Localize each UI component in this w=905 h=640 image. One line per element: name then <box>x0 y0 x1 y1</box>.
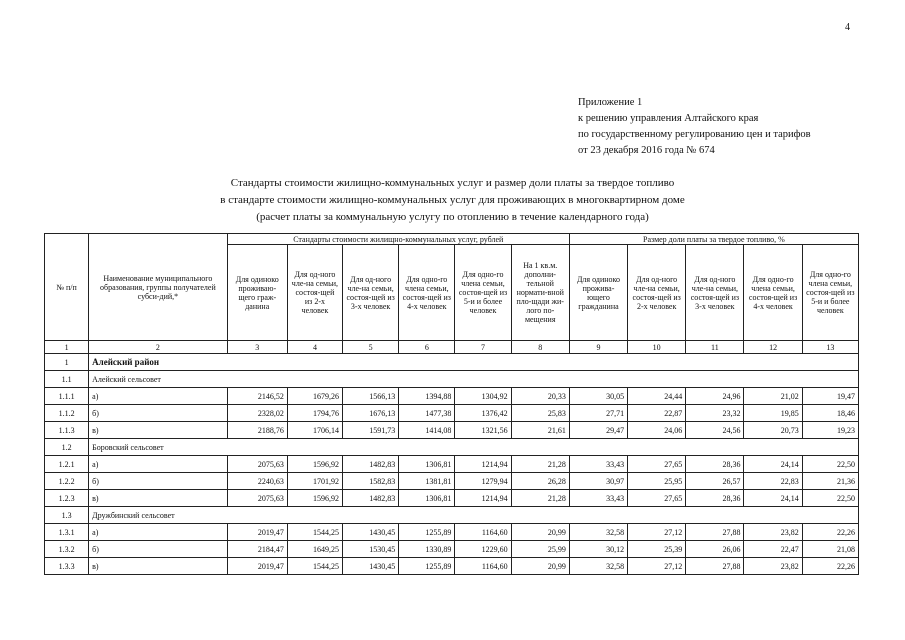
subsection-title-cell: Боровский сельсовет <box>89 439 859 456</box>
column-number-row <box>45 341 859 354</box>
value-cell: 1306,81 <box>399 456 455 473</box>
header-share-col: Для одиноко прожива-ющего гражданина <box>569 245 627 341</box>
row-group-cell: а) <box>89 388 227 405</box>
subsection-row <box>45 371 859 388</box>
value-cell: 20,99 <box>511 558 569 575</box>
subsection-title-cell: Алейский сельсовет <box>89 371 859 388</box>
value-cell: 19,47 <box>802 388 858 405</box>
value-cell: 22,26 <box>802 524 858 541</box>
value-cell: 23,82 <box>744 558 802 575</box>
value-cell: 2328,02 <box>227 405 287 422</box>
value-cell: 22,83 <box>744 473 802 490</box>
title-line: в стандарте стоимости жилищно-коммунальных услуг для проживающих в многоквартирном доме <box>220 194 685 206</box>
value-cell: 21,28 <box>511 490 569 507</box>
value-cell: 2019,47 <box>227 558 287 575</box>
value-cell: 1381,81 <box>399 473 455 490</box>
value-cell: 2188,76 <box>227 422 287 439</box>
value-cell: 1214,94 <box>455 490 511 507</box>
value-cell: 23,82 <box>744 524 802 541</box>
column-number-cell: 11 <box>686 341 744 354</box>
value-cell: 21,28 <box>511 456 569 473</box>
table-row <box>45 473 859 490</box>
value-cell: 27,88 <box>686 524 744 541</box>
value-cell: 27,12 <box>628 558 686 575</box>
value-cell: 1376,42 <box>455 405 511 422</box>
column-number-cell: 5 <box>343 341 399 354</box>
value-cell: 26,06 <box>686 541 744 558</box>
value-cell: 1566,13 <box>343 388 399 405</box>
value-cell: 26,57 <box>686 473 744 490</box>
value-cell: 1649,25 <box>287 541 342 558</box>
row-number-cell: 1.2.3 <box>45 490 89 507</box>
value-cell: 1164,60 <box>455 558 511 575</box>
row-number-cell: 1.3.3 <box>45 558 89 575</box>
header-share-col: Для одно-го члена семьи, состоя-щей из 5-и и более человек <box>802 245 858 341</box>
value-cell: 1679,26 <box>287 388 342 405</box>
value-cell: 1321,56 <box>455 422 511 439</box>
value-cell: 1394,88 <box>399 388 455 405</box>
value-cell: 22,50 <box>802 490 858 507</box>
table-row <box>45 388 859 405</box>
table-row <box>45 456 859 473</box>
value-cell: 22,50 <box>802 456 858 473</box>
column-number-cell: 7 <box>455 341 511 354</box>
value-cell: 20,99 <box>511 524 569 541</box>
value-cell: 1430,45 <box>343 524 399 541</box>
value-cell: 1214,94 <box>455 456 511 473</box>
value-cell: 24,56 <box>686 422 744 439</box>
value-cell: 2146,52 <box>227 388 287 405</box>
table-row <box>45 558 859 575</box>
value-cell: 28,36 <box>686 490 744 507</box>
appendix-line: Приложение 1 <box>578 97 643 108</box>
row-number-cell: 1 <box>45 354 89 371</box>
row-group-cell: б) <box>89 405 227 422</box>
value-cell: 22,47 <box>744 541 802 558</box>
row-group-cell: б) <box>89 473 227 490</box>
value-cell: 24,14 <box>744 456 802 473</box>
table-body <box>45 354 859 575</box>
value-cell: 21,36 <box>802 473 858 490</box>
value-cell: 2075,63 <box>227 490 287 507</box>
value-cell: 1430,45 <box>343 558 399 575</box>
value-cell: 1279,94 <box>455 473 511 490</box>
header-share-col: Для од-ного чле-на семьи, состоя-щей из 2-х человек <box>628 245 686 341</box>
value-cell: 1596,92 <box>287 490 342 507</box>
section-row <box>45 354 859 371</box>
row-number-cell: 1.3.1 <box>45 524 89 541</box>
value-cell: 32,58 <box>569 524 627 541</box>
header-share-col: Для од-ного чле-на семьи, состоя-щей из 3-х человек <box>686 245 744 341</box>
tariff-table <box>44 233 859 575</box>
value-cell: 1676,13 <box>343 405 399 422</box>
row-group-cell: а) <box>89 456 227 473</box>
document-title <box>0 175 905 226</box>
table-row <box>45 524 859 541</box>
value-cell: 1544,25 <box>287 524 342 541</box>
header-group-cost: Стандарты стоимости жилищно-коммунальных услуг, рублей <box>227 234 569 245</box>
header-name: Наименование муниципального образования, группы получателей субси-дий,* <box>89 234 227 341</box>
value-cell: 19,23 <box>802 422 858 439</box>
value-cell: 25,83 <box>511 405 569 422</box>
header-number: № п/п <box>45 234 89 341</box>
value-cell: 20,73 <box>744 422 802 439</box>
value-cell: 1544,25 <box>287 558 342 575</box>
value-cell: 1591,73 <box>343 422 399 439</box>
subsection-row <box>45 507 859 524</box>
value-cell: 1701,92 <box>287 473 342 490</box>
value-cell: 21,02 <box>744 388 802 405</box>
page-number: 4 <box>845 22 850 33</box>
row-group-cell: в) <box>89 558 227 575</box>
value-cell: 1582,83 <box>343 473 399 490</box>
value-cell: 30,05 <box>569 388 627 405</box>
column-number-cell: 9 <box>569 341 627 354</box>
header-cost-col: Для одно-го члена семьи, состоя-щей из 4-х человек <box>399 245 455 341</box>
table-row <box>45 422 859 439</box>
value-cell: 1530,45 <box>343 541 399 558</box>
header-group-fuel-share: Размер доли платы за твердое топливо, % <box>569 234 858 245</box>
appendix-block <box>578 95 811 159</box>
value-cell: 33,43 <box>569 456 627 473</box>
value-cell: 1255,89 <box>399 558 455 575</box>
value-cell: 24,44 <box>628 388 686 405</box>
column-number-cell: 13 <box>802 341 858 354</box>
title-line: Стандарты стоимости жилищно-коммунальных услуг и размер доли платы за твердое топливо <box>230 177 675 189</box>
value-cell: 1706,14 <box>287 422 342 439</box>
row-number-cell: 1.1.2 <box>45 405 89 422</box>
value-cell: 1477,38 <box>399 405 455 422</box>
row-number-cell: 1.2.1 <box>45 456 89 473</box>
appendix-line: к решению управления Алтайского края <box>578 113 759 124</box>
value-cell: 1306,81 <box>399 490 455 507</box>
row-group-cell: б) <box>89 541 227 558</box>
row-number-cell: 1.3.2 <box>45 541 89 558</box>
header-cost-col: Для од-ного чле-на семьи, состоя-щей из 2-х человек <box>287 245 342 341</box>
value-cell: 1482,83 <box>343 456 399 473</box>
value-cell: 27,12 <box>628 524 686 541</box>
appendix-line: по государственному регулированию цен и тарифов <box>578 129 811 140</box>
value-cell: 2019,47 <box>227 524 287 541</box>
header-cost-col: Для одиноко проживаю-щего граж-данина <box>227 245 287 341</box>
value-cell: 1330,89 <box>399 541 455 558</box>
value-cell: 1255,89 <box>399 524 455 541</box>
value-cell: 2184,47 <box>227 541 287 558</box>
value-cell: 27,65 <box>628 456 686 473</box>
value-cell: 27,65 <box>628 490 686 507</box>
row-number-cell: 1.1.1 <box>45 388 89 405</box>
header-cost-col: Для од-ного чле-на семьи, состоя-щей из 3-х человек <box>343 245 399 341</box>
row-number-cell: 1.1.3 <box>45 422 89 439</box>
section-title-cell: Алейский район <box>89 354 859 371</box>
header-share-col: Для одно-го члена семьи, состоя-щей из 4-х человек <box>744 245 802 341</box>
value-cell: 1229,60 <box>455 541 511 558</box>
value-cell: 2075,63 <box>227 456 287 473</box>
value-cell: 30,12 <box>569 541 627 558</box>
row-number-cell: 1.3 <box>45 507 89 524</box>
value-cell: 27,71 <box>569 405 627 422</box>
value-cell: 24,06 <box>628 422 686 439</box>
value-cell: 25,39 <box>628 541 686 558</box>
header-cost-col: Для одно-го члена семьи, состоя-щей из 5-и и более человек <box>455 245 511 341</box>
column-number-cell: 12 <box>744 341 802 354</box>
value-cell: 2240,63 <box>227 473 287 490</box>
value-cell: 32,58 <box>569 558 627 575</box>
subsection-title-cell: Дружбинский сельсовет <box>89 507 859 524</box>
column-number-cell: 1 <box>45 341 89 354</box>
value-cell: 19,85 <box>744 405 802 422</box>
value-cell: 1304,92 <box>455 388 511 405</box>
column-number-cell: 4 <box>287 341 342 354</box>
value-cell: 1794,76 <box>287 405 342 422</box>
value-cell: 23,32 <box>686 405 744 422</box>
column-number-cell: 2 <box>89 341 227 354</box>
table-row <box>45 541 859 558</box>
column-number-cell: 8 <box>511 341 569 354</box>
row-group-cell: а) <box>89 524 227 541</box>
value-cell: 1596,92 <box>287 456 342 473</box>
value-cell: 22,26 <box>802 558 858 575</box>
appendix-line: от 23 декабря 2016 года № 674 <box>578 145 715 156</box>
table-row <box>45 490 859 507</box>
value-cell: 28,36 <box>686 456 744 473</box>
header-cost-col: На 1 кв.м. дополни-тельной нормати-вной пло-щади жи-лого по-мещения <box>511 245 569 341</box>
value-cell: 1414,08 <box>399 422 455 439</box>
column-number-cell: 3 <box>227 341 287 354</box>
value-cell: 20,33 <box>511 388 569 405</box>
value-cell: 18,46 <box>802 405 858 422</box>
value-cell: 29,47 <box>569 422 627 439</box>
row-number-cell: 1.1 <box>45 371 89 388</box>
value-cell: 24,96 <box>686 388 744 405</box>
value-cell: 25,95 <box>628 473 686 490</box>
value-cell: 33,43 <box>569 490 627 507</box>
row-group-cell: в) <box>89 490 227 507</box>
value-cell: 1164,60 <box>455 524 511 541</box>
row-group-cell: в) <box>89 422 227 439</box>
value-cell: 21,61 <box>511 422 569 439</box>
title-line: (расчет платы за коммунальную услугу по отоплению в течение календарного года) <box>256 211 649 223</box>
value-cell: 22,87 <box>628 405 686 422</box>
table-row <box>45 405 859 422</box>
value-cell: 24,14 <box>744 490 802 507</box>
value-cell: 26,28 <box>511 473 569 490</box>
row-number-cell: 1.2.2 <box>45 473 89 490</box>
column-number-cell: 6 <box>399 341 455 354</box>
value-cell: 1482,83 <box>343 490 399 507</box>
value-cell: 21,08 <box>802 541 858 558</box>
value-cell: 30,97 <box>569 473 627 490</box>
value-cell: 25,99 <box>511 541 569 558</box>
subsection-row <box>45 439 859 456</box>
column-number-cell: 10 <box>628 341 686 354</box>
value-cell: 27,88 <box>686 558 744 575</box>
row-number-cell: 1.2 <box>45 439 89 456</box>
